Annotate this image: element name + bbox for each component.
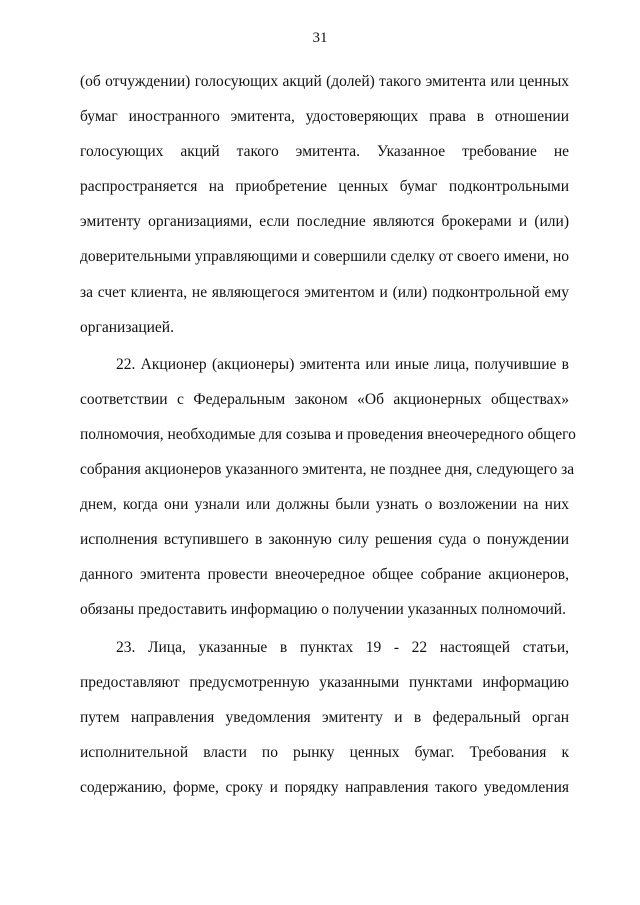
text-line: за счет клиента, не являющегося эмитентом и (или) подконтрольной ему	[80, 283, 569, 301]
text-line: распространяется на приобретение ценных бумаг подконтрольными	[80, 178, 569, 196]
text-line: путем направления уведомления эмитенту и в федеральный орган	[80, 708, 569, 726]
text-line: собрания акционеров указанного эмитента, не позднее дня, следующего за	[80, 461, 575, 479]
text-line: исполнения вступившего в законную силу решения суда о понуждении	[80, 531, 569, 549]
text-line: данного эмитента провести внеочередное общее собрание акционеров,	[80, 566, 569, 584]
text-line: обязаны предоставить информацию о получении указанных полномочий.	[80, 601, 566, 619]
page-number: 31	[312, 30, 328, 46]
document-body	[80, 64, 576, 805]
text-line: предоставляют предусмотренную указанными пунктами информацию	[80, 673, 569, 691]
text-line: (об отчуждении) голосующих акций (долей) такого эмитента или ценных	[80, 73, 569, 90]
text-line: 23. Лица, указанные в пунктах 19 - 22 настоящей статьи,	[116, 638, 569, 656]
text-line: полномочия, необходимые для созыва и проведения внеочередного общего	[80, 425, 576, 443]
text-line: организацией.	[80, 318, 174, 336]
paragraph-item-23	[80, 630, 569, 805]
text-line: бумаг иностранного эмитента, удостоверяющих права в отношении	[80, 108, 569, 126]
text-line: 22. Акционер (акционеры) эмитента или иные лица, получившие в	[116, 355, 569, 373]
text-line: эмитенту организациями, если последние являются брокерами и (или)	[80, 213, 569, 231]
text-line: соответствии с Федеральным законом «Об акционерных обществах»	[80, 390, 569, 408]
text-line: доверительными управляющими и совершили сделку от своего имени, но	[80, 248, 569, 266]
paragraph-item-22	[80, 347, 576, 628]
paragraph-continuation	[80, 64, 569, 345]
text-line: содержанию, форме, сроку и порядку направления такого уведомления	[80, 778, 569, 796]
text-line: исполнительной власти по рынку ценных бумаг. Требования к	[80, 743, 569, 761]
text-line: днем, когда они узнали или должны были узнать о возложении на них	[80, 496, 569, 514]
text-line: голосующих акций такого эмитента. Указанное требование не	[80, 143, 569, 161]
